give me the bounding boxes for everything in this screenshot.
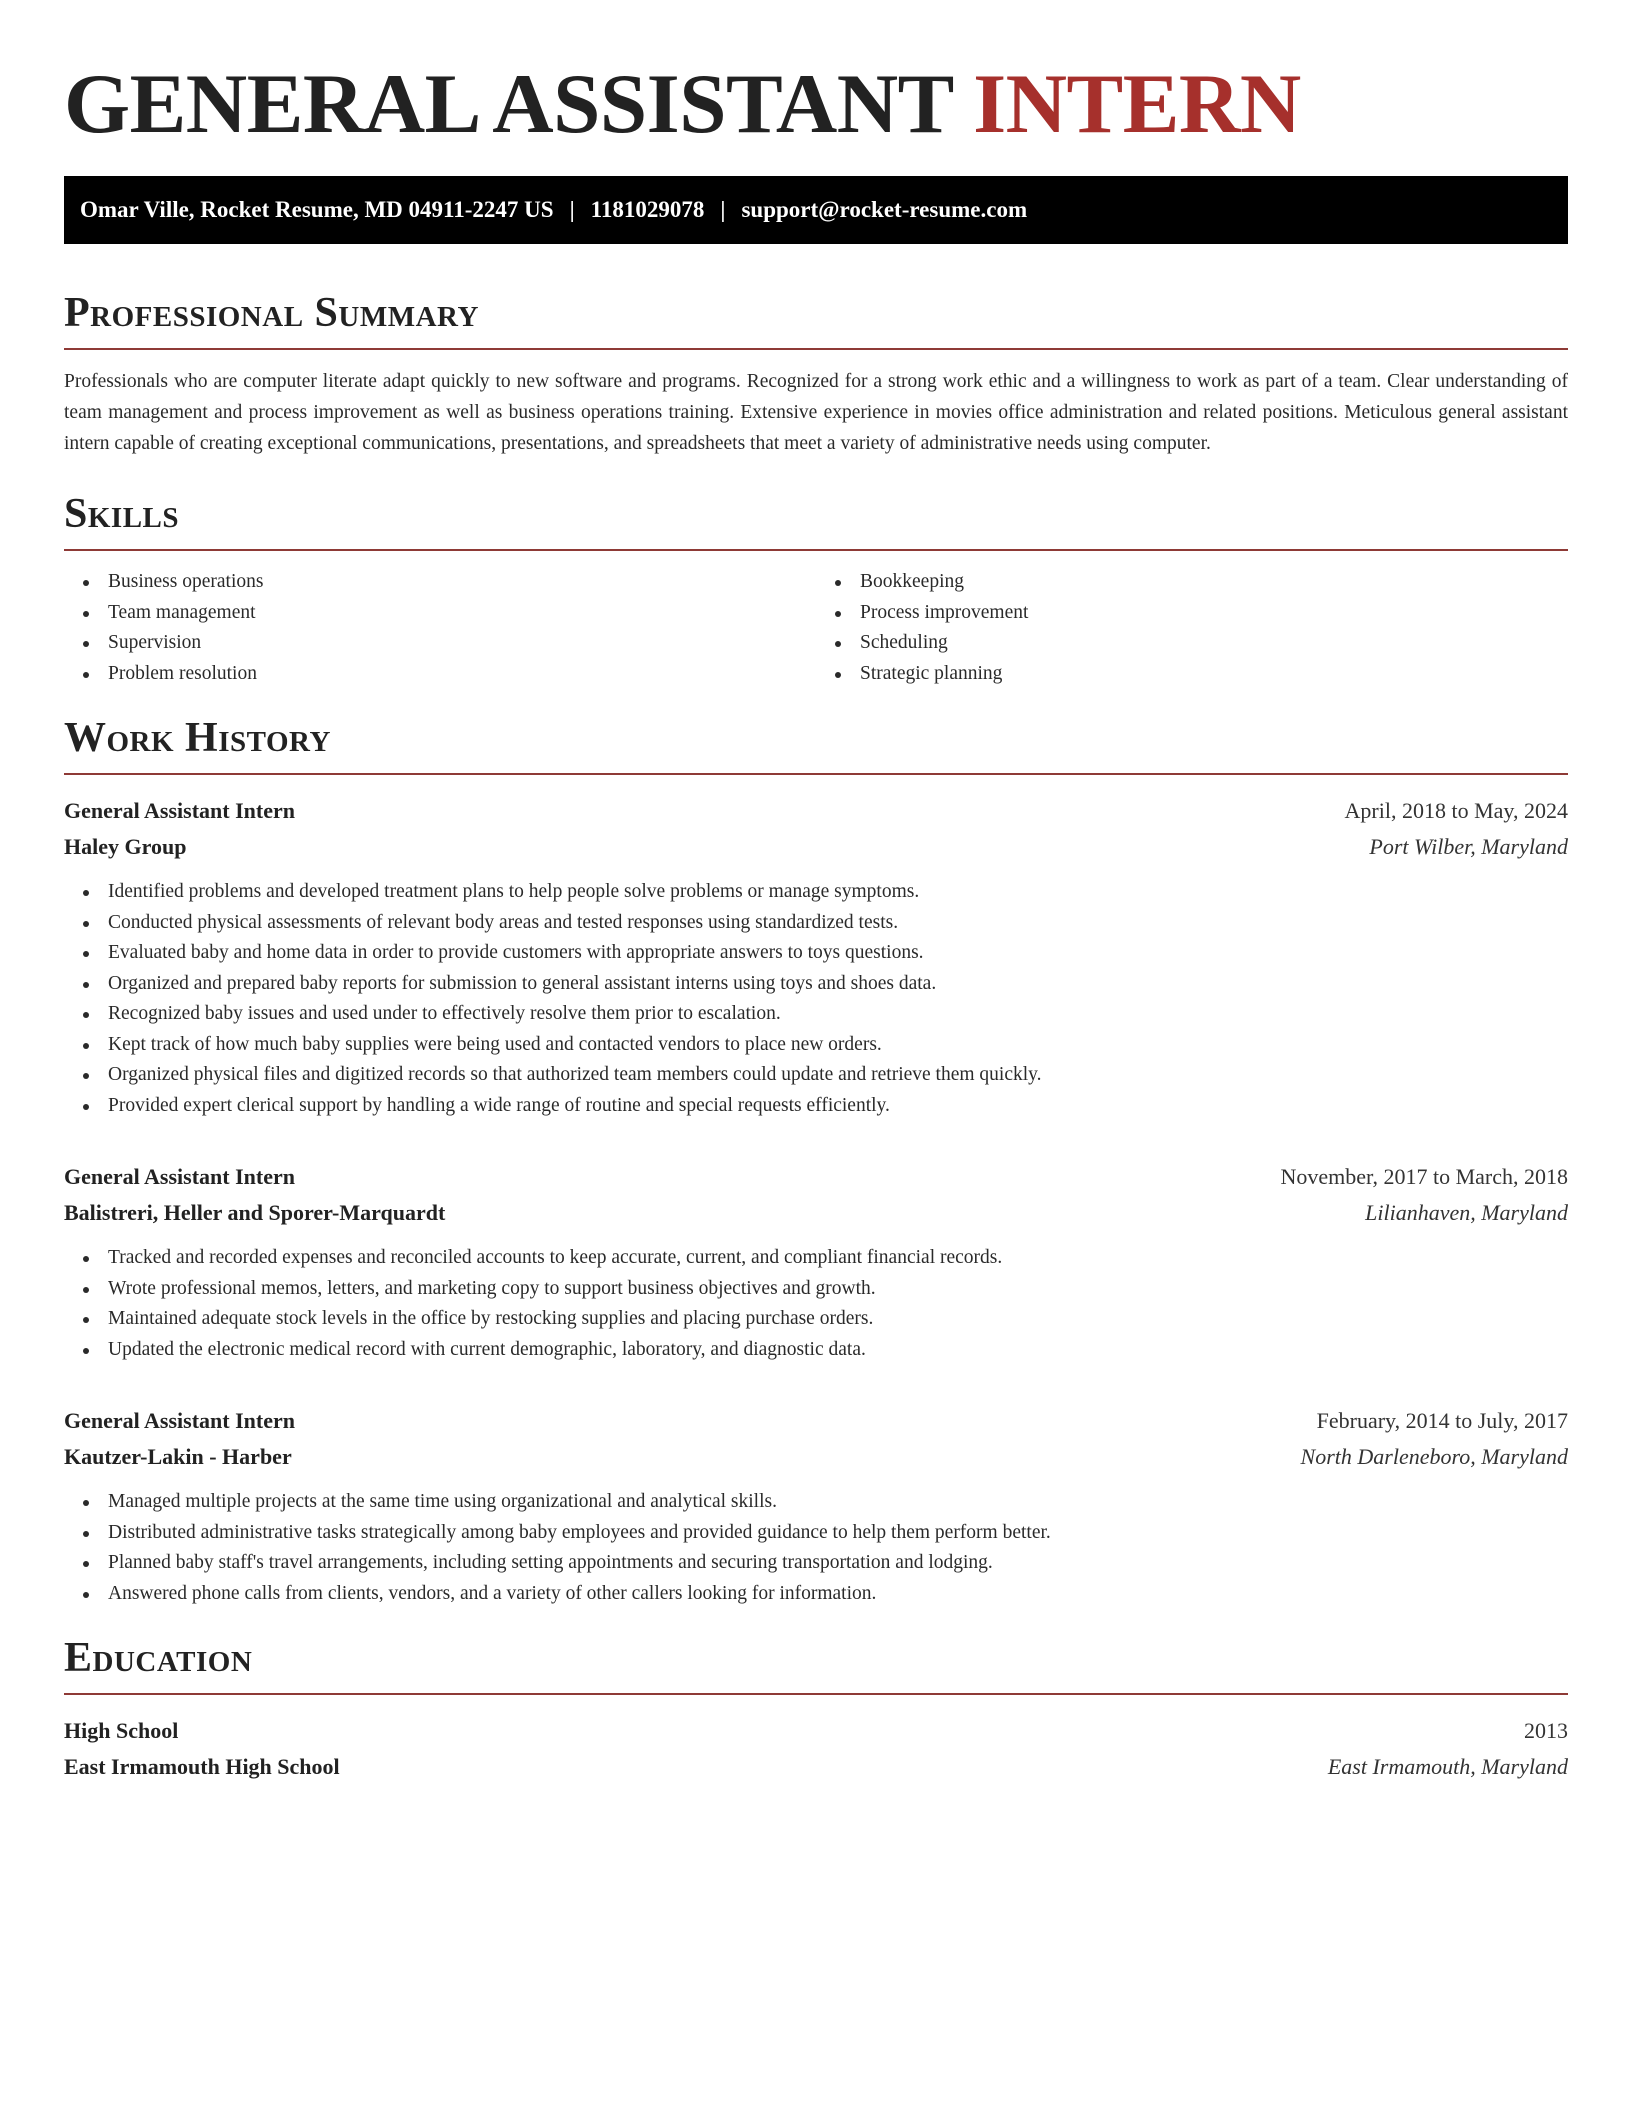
education-location: East Irmamouth, Maryland [1327,1754,1568,1779]
contact-bar [64,176,1568,244]
summary-heading: Professional Summary [64,290,479,336]
skill-item: Bookkeeping [816,567,1568,598]
education-heading: Education [64,1635,253,1681]
job-bullet: Recognized baby issues and used under to effectively resolve them prior to escalation. [64,999,1568,1030]
job-bullets [64,1487,1568,1609]
name-main: GENERAL ASSISTANT [64,57,953,151]
job-bullet: Conducted physical assessments of relevant body areas and tested responses using standardized tests. [64,908,1568,939]
name-accent: INTERN [973,57,1301,151]
education-degree: High School [64,1718,179,1743]
job-entry [64,793,1568,1121]
skills-section [64,493,1568,689]
skill-item: Scheduling [816,628,1568,659]
section-divider [64,549,1568,551]
education-year: 2013 [1524,1718,1568,1743]
contact-separator: | [720,197,726,222]
job-entry [64,1403,1568,1609]
job-title: General Assistant Intern [64,1164,295,1189]
summary-section [64,292,1568,459]
job-bullet: Organized and prepared baby reports for submission to general assistant interns using toys and shoes data. [64,969,1568,1000]
job-company: Kautzer-Lakin - Harber [64,1444,292,1469]
job-bullet: Wrote professional memos, letters, and marketing copy to support business objectives and growth. [64,1274,1568,1305]
job-company: Balistreri, Heller and Sporer-Marquardt [64,1200,446,1225]
job-title: General Assistant Intern [64,1408,295,1433]
job-bullet: Answered phone calls from clients, vendors, and a variety of other callers looking for information. [64,1579,1568,1610]
resume-name [64,57,1568,162]
work-history-section [64,717,1568,1609]
skill-item: Process improvement [816,598,1568,629]
section-divider [64,348,1568,350]
contact-phone: 1181029078 [590,197,705,222]
job-bullets [64,877,1568,1121]
education-school: East Irmamouth High School [64,1754,340,1779]
job-bullet: Planned baby staff's travel arrangements, including setting appointments and securing transportation and lodging. [64,1548,1568,1579]
contact-email: support@rocket-resume.com [741,197,1028,222]
job-dates: February, 2014 to July, 2017 [1316,1408,1568,1433]
job-bullet: Identified problems and developed treatment plans to help people solve problems or manage symptoms. [64,877,1568,908]
job-bullets [64,1243,1568,1365]
skill-item: Team management [64,598,816,629]
skills-grid [64,567,1568,689]
skill-item: Business operations [64,567,816,598]
skill-item: Problem resolution [64,659,816,690]
job-company: Haley Group [64,834,187,859]
skills-heading: Skills [64,491,180,537]
skills-list-right [816,567,1568,689]
job-bullet: Managed multiple projects at the same time using organizational and analytical skills. [64,1487,1568,1518]
job-bullet: Distributed administrative tasks strategically among baby employees and provided guidance to help them perform better. [64,1518,1568,1549]
job-bullet: Provided expert clerical support by handling a wide range of routine and special requests efficiently. [64,1091,1568,1122]
contact-address: Omar Ville, Rocket Resume, MD 04911-2247 US [80,197,554,222]
section-divider [64,1693,1568,1695]
job-location: Lilianhaven, Maryland [1365,1200,1568,1225]
job-dates: April, 2018 to May, 2024 [1344,798,1568,823]
job-bullet: Kept track of how much baby supplies were being used and contacted vendors to place new orders. [64,1030,1568,1061]
education-section [64,1637,1568,1785]
job-entry [64,1159,1568,1365]
skills-list-left [64,567,816,689]
section-divider [64,773,1568,775]
job-bullet: Organized physical files and digitized records so that authorized team members could update and retrieve them quickly. [64,1060,1568,1091]
work-history-heading: Work History [64,715,331,761]
job-dates: November, 2017 to March, 2018 [1280,1164,1568,1189]
job-location: Port Wilber, Maryland [1369,834,1568,859]
job-bullet: Tracked and recorded expenses and reconciled accounts to keep accurate, current, and compliant financial records. [64,1243,1568,1274]
job-title: General Assistant Intern [64,798,295,823]
job-bullet: Evaluated baby and home data in order to provide customers with appropriate answers to toys questions. [64,938,1568,969]
summary-text: Professionals who are computer literate adapt quickly to new software and programs. Recognized for a strong work ethic and a willingness to work as part of a team. Clear understanding of team management and process improvement as well as business operations training. Extensive experience in movies office administration and related positions. Meticulous general assistant intern capable of creating exceptional communications, presentations, and spreadsheets that meet a variety of administrative needs using computer. [64,371,1568,454]
job-bullet: Updated the electronic medical record with current demographic, laboratory, and diagnostic data. [64,1335,1568,1366]
job-bullet: Maintained adequate stock levels in the office by restocking supplies and placing purchase orders. [64,1304,1568,1335]
contact-separator: | [569,197,575,222]
skill-item: Supervision [64,628,816,659]
job-location: North Darleneboro, Maryland [1300,1444,1568,1469]
skill-item: Strategic planning [816,659,1568,690]
education-entry [64,1713,1568,1785]
